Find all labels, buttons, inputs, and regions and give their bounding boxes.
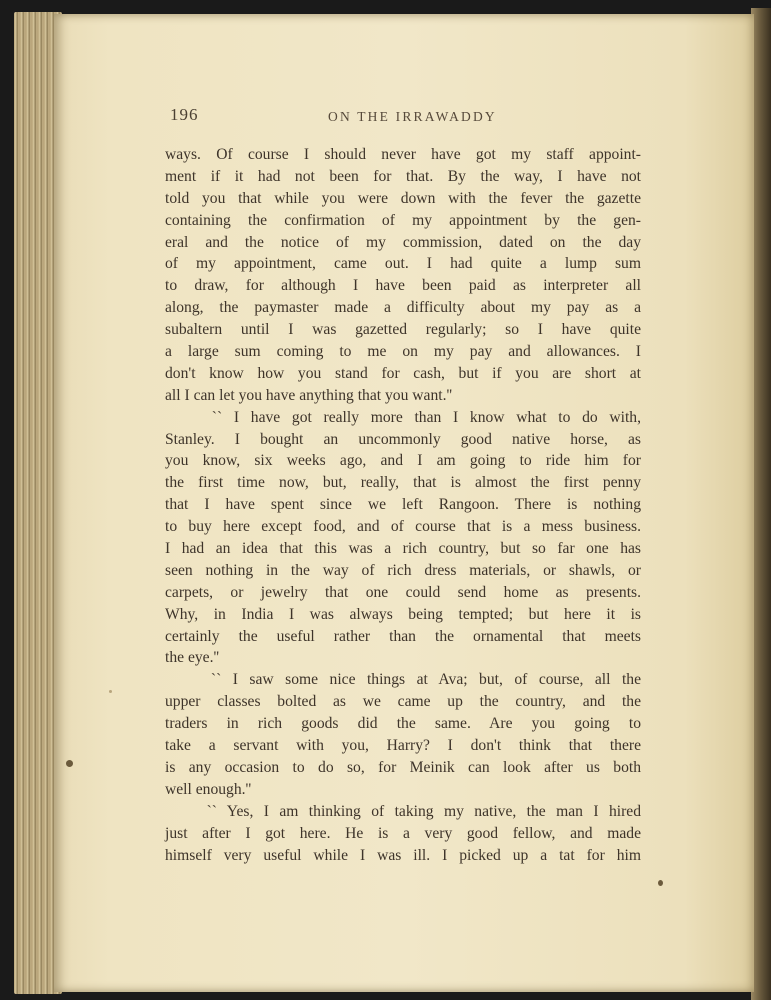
text-line: take a servant with you, Harry? I don't think that there [165, 737, 641, 755]
text-line: ment if it had not been for that. By the way, I have not [165, 167, 641, 185]
text-line: subaltern until I was gazetted regularly; so I have quite [165, 321, 641, 339]
text-line: seen nothing in the way of rich dress materials, or shawls, or [165, 561, 641, 579]
text-line: the first time now, but, really, that is almost the first penny [165, 474, 641, 492]
text-line: containing the confirmation of my appointment by the gen- [165, 211, 641, 229]
ink-spot [658, 880, 663, 886]
text-line: well enough.'' [165, 780, 252, 798]
text-line: a large sum coming to me on my pay and allowances. I [165, 343, 641, 361]
text-line: certainly the useful rather than the ornamental that meets [165, 627, 641, 645]
text-line: the eye.'' [165, 649, 220, 667]
text-line: `` I saw some nice things at Ava; but, of course, all the [165, 671, 641, 689]
book-spine [751, 8, 771, 1000]
text-line: to draw, for although I have been paid as interpreter all [165, 277, 641, 295]
text-line: himself very useful while I was ill. I picked up a tat for him [165, 846, 641, 864]
ink-spot [109, 690, 112, 693]
text-line: that I have spent since we left Rangoon. There is nothing [165, 496, 641, 514]
text-line: carpets, or jewelry that one could send home as presents. [165, 583, 641, 601]
running-head: ON THE IRRAWADDY [328, 109, 497, 124]
text-line: is any occasion to do so, for Meinik can look after us both [165, 758, 641, 776]
text-line: `` I have got really more than I know what to do with, [165, 408, 641, 426]
text-line: you know, six weeks ago, and I am going to ride him for [165, 452, 641, 470]
text-line: just after I got here. He is a very good fellow, and made [165, 824, 641, 842]
page-number: 196 [170, 105, 199, 124]
text-line: all I can let you have anything that you want.'' [165, 386, 453, 404]
text-line: Stanley. I bought an uncommonly good native horse, as [165, 430, 641, 448]
text-line: `` Yes, I am thinking of taking my native, the man I hired [165, 802, 641, 820]
text-line: I had an idea that this was a rich country, but so far one has [165, 540, 641, 558]
text-line: eral and the notice of my commission, dated on the day [165, 233, 641, 251]
text-line: ways. Of course I should never have got my staff appoint- [165, 146, 641, 163]
ink-spot [66, 760, 73, 767]
text-line: told you that while you were down with the fever the gazette [165, 189, 641, 207]
text-line: of my appointment, came out. I had quite a lump sum [165, 255, 641, 273]
text-line: traders in rich goods did the same. Are you going to [165, 715, 641, 733]
text-line: upper classes bolted as we came up the country, and the [165, 693, 641, 711]
text-line: along, the paymaster made a difficulty about my pay as a [165, 299, 641, 317]
text-line: Why, in India I was always being tempted; but here it is [165, 605, 641, 623]
text-line: don't know how you stand for cash, but if you are short at [165, 364, 641, 382]
text-line: to buy here except food, and of course that is a mess business. [165, 518, 641, 536]
body-text [165, 144, 641, 866]
